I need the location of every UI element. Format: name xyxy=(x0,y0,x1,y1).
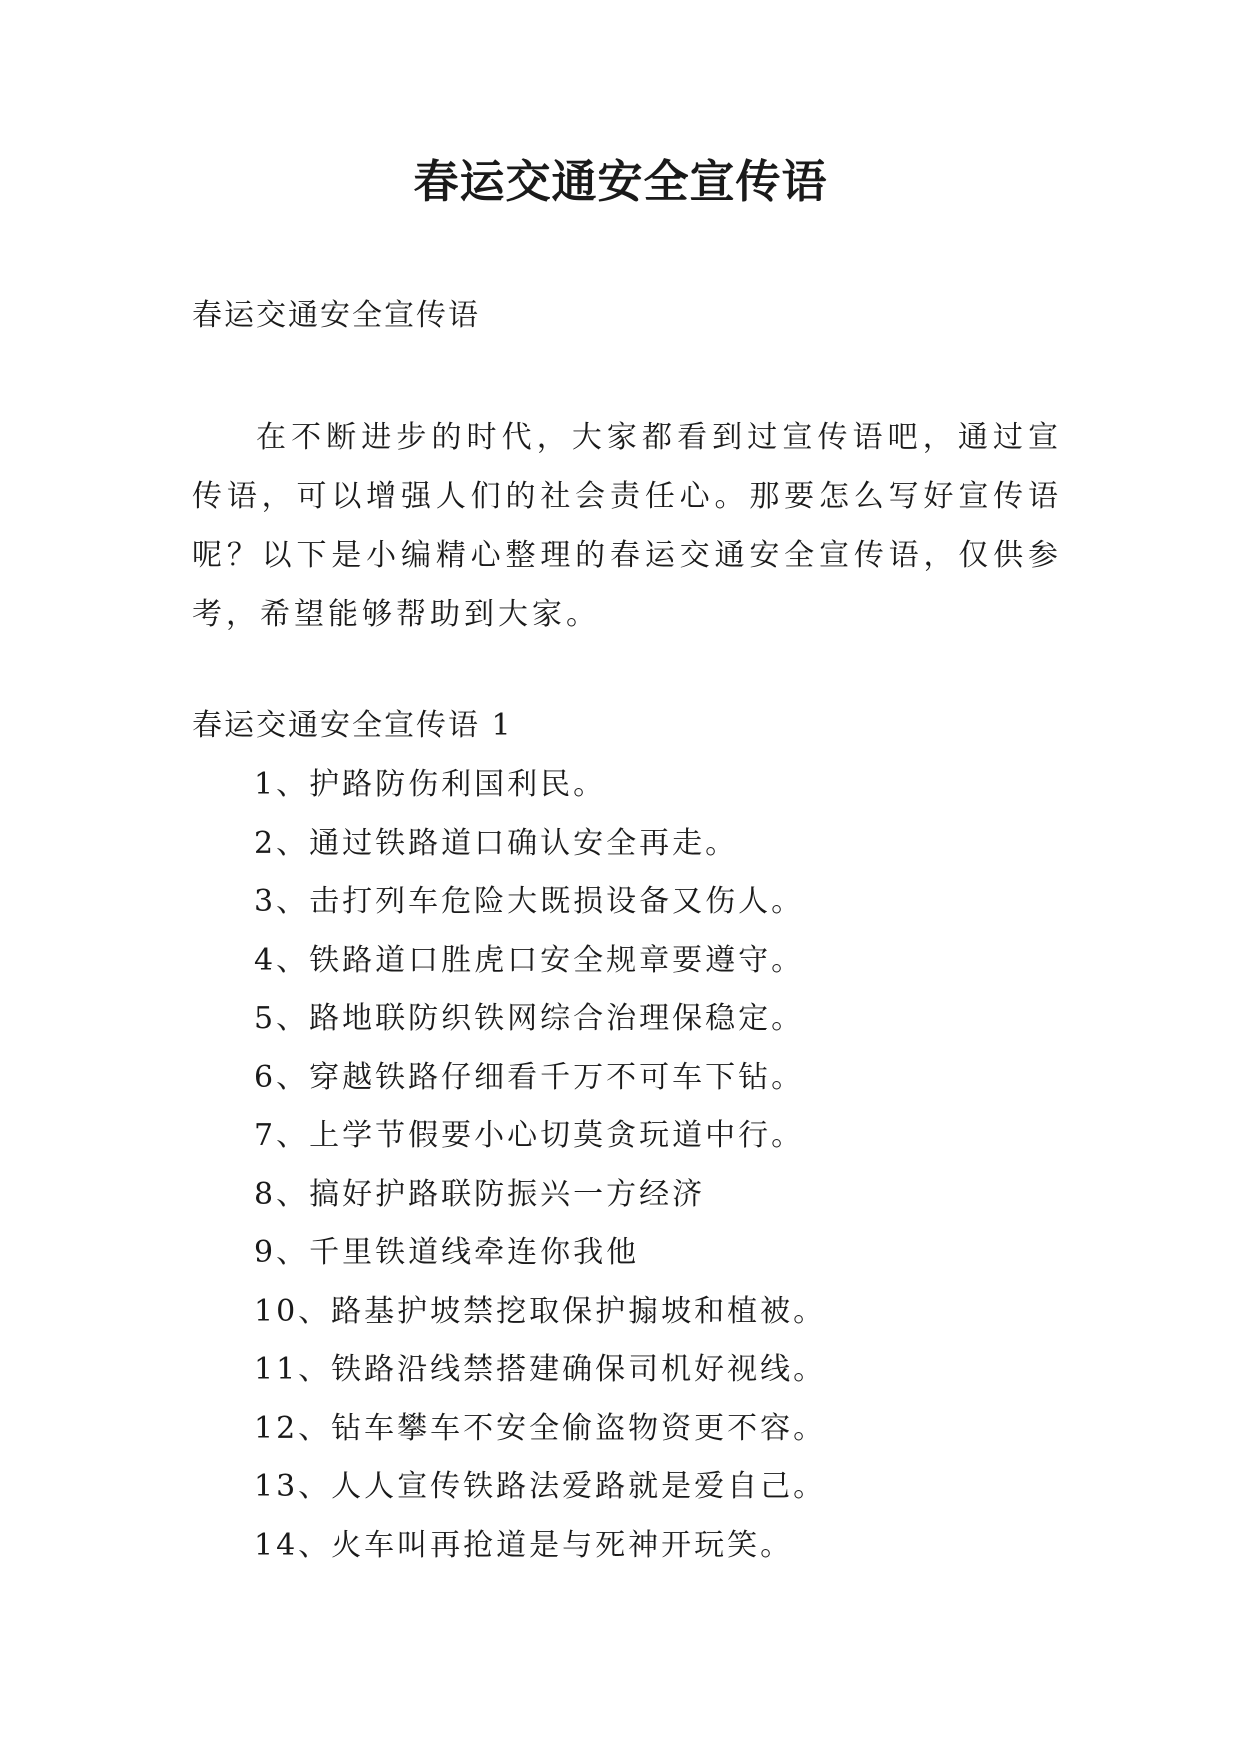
page-title: 春运交通安全宣传语 xyxy=(413,155,828,208)
list-item: 13、人人宣传铁路法爱路就是爱自己。 xyxy=(254,1469,827,1504)
section-heading: 春运交通安全宣传语 1 xyxy=(192,708,513,743)
intro-paragraph: 在不断进步的时代，大家都看到过宣传语吧，通过宣传语，可以增强人们的社会责任心。那要怎么写好宣传语呢？以下是小编精心整理的春运交通安全宣传语，仅供参考，希望能够帮助到大家。 xyxy=(192,420,1062,632)
list-item: 2、通过铁路道口确认安全再走。 xyxy=(254,825,739,861)
list-item: 7、上学节假要小心切莫贪玩道中行。 xyxy=(254,1118,805,1153)
list-item: 9、千里铁道线牵连你我他 xyxy=(254,1235,640,1270)
list-item: 4、铁路道口胜虎口安全规章要遵守。 xyxy=(254,942,805,978)
list-item: 6、穿越铁路仔细看千万不可车下钻。 xyxy=(254,1059,805,1095)
list-item: 10、路基护坡禁挖取保护搧坡和植被。 xyxy=(254,1293,827,1329)
list-item: 1、护路防伤利国利民。 xyxy=(254,767,607,802)
list-item: 8、搞好护路联防振兴一方经济 xyxy=(254,1176,706,1212)
document-subtitle: 春运交通安全宣传语 xyxy=(192,298,480,333)
list-item: 14、火车叫再抢道是与死神开玩笑。 xyxy=(254,1527,794,1563)
list-item: 12、钻车攀车不安全偷盗物资更不容。 xyxy=(254,1410,827,1446)
list-item: 3、击打列车危险大既损设备又伤人。 xyxy=(254,884,805,919)
list-item: 5、路地联防织铁网综合治理保稳定。 xyxy=(254,1001,805,1036)
slogan-list xyxy=(254,756,826,1575)
list-item: 11、铁路沿线禁搭建确保司机好视线。 xyxy=(254,1352,827,1387)
